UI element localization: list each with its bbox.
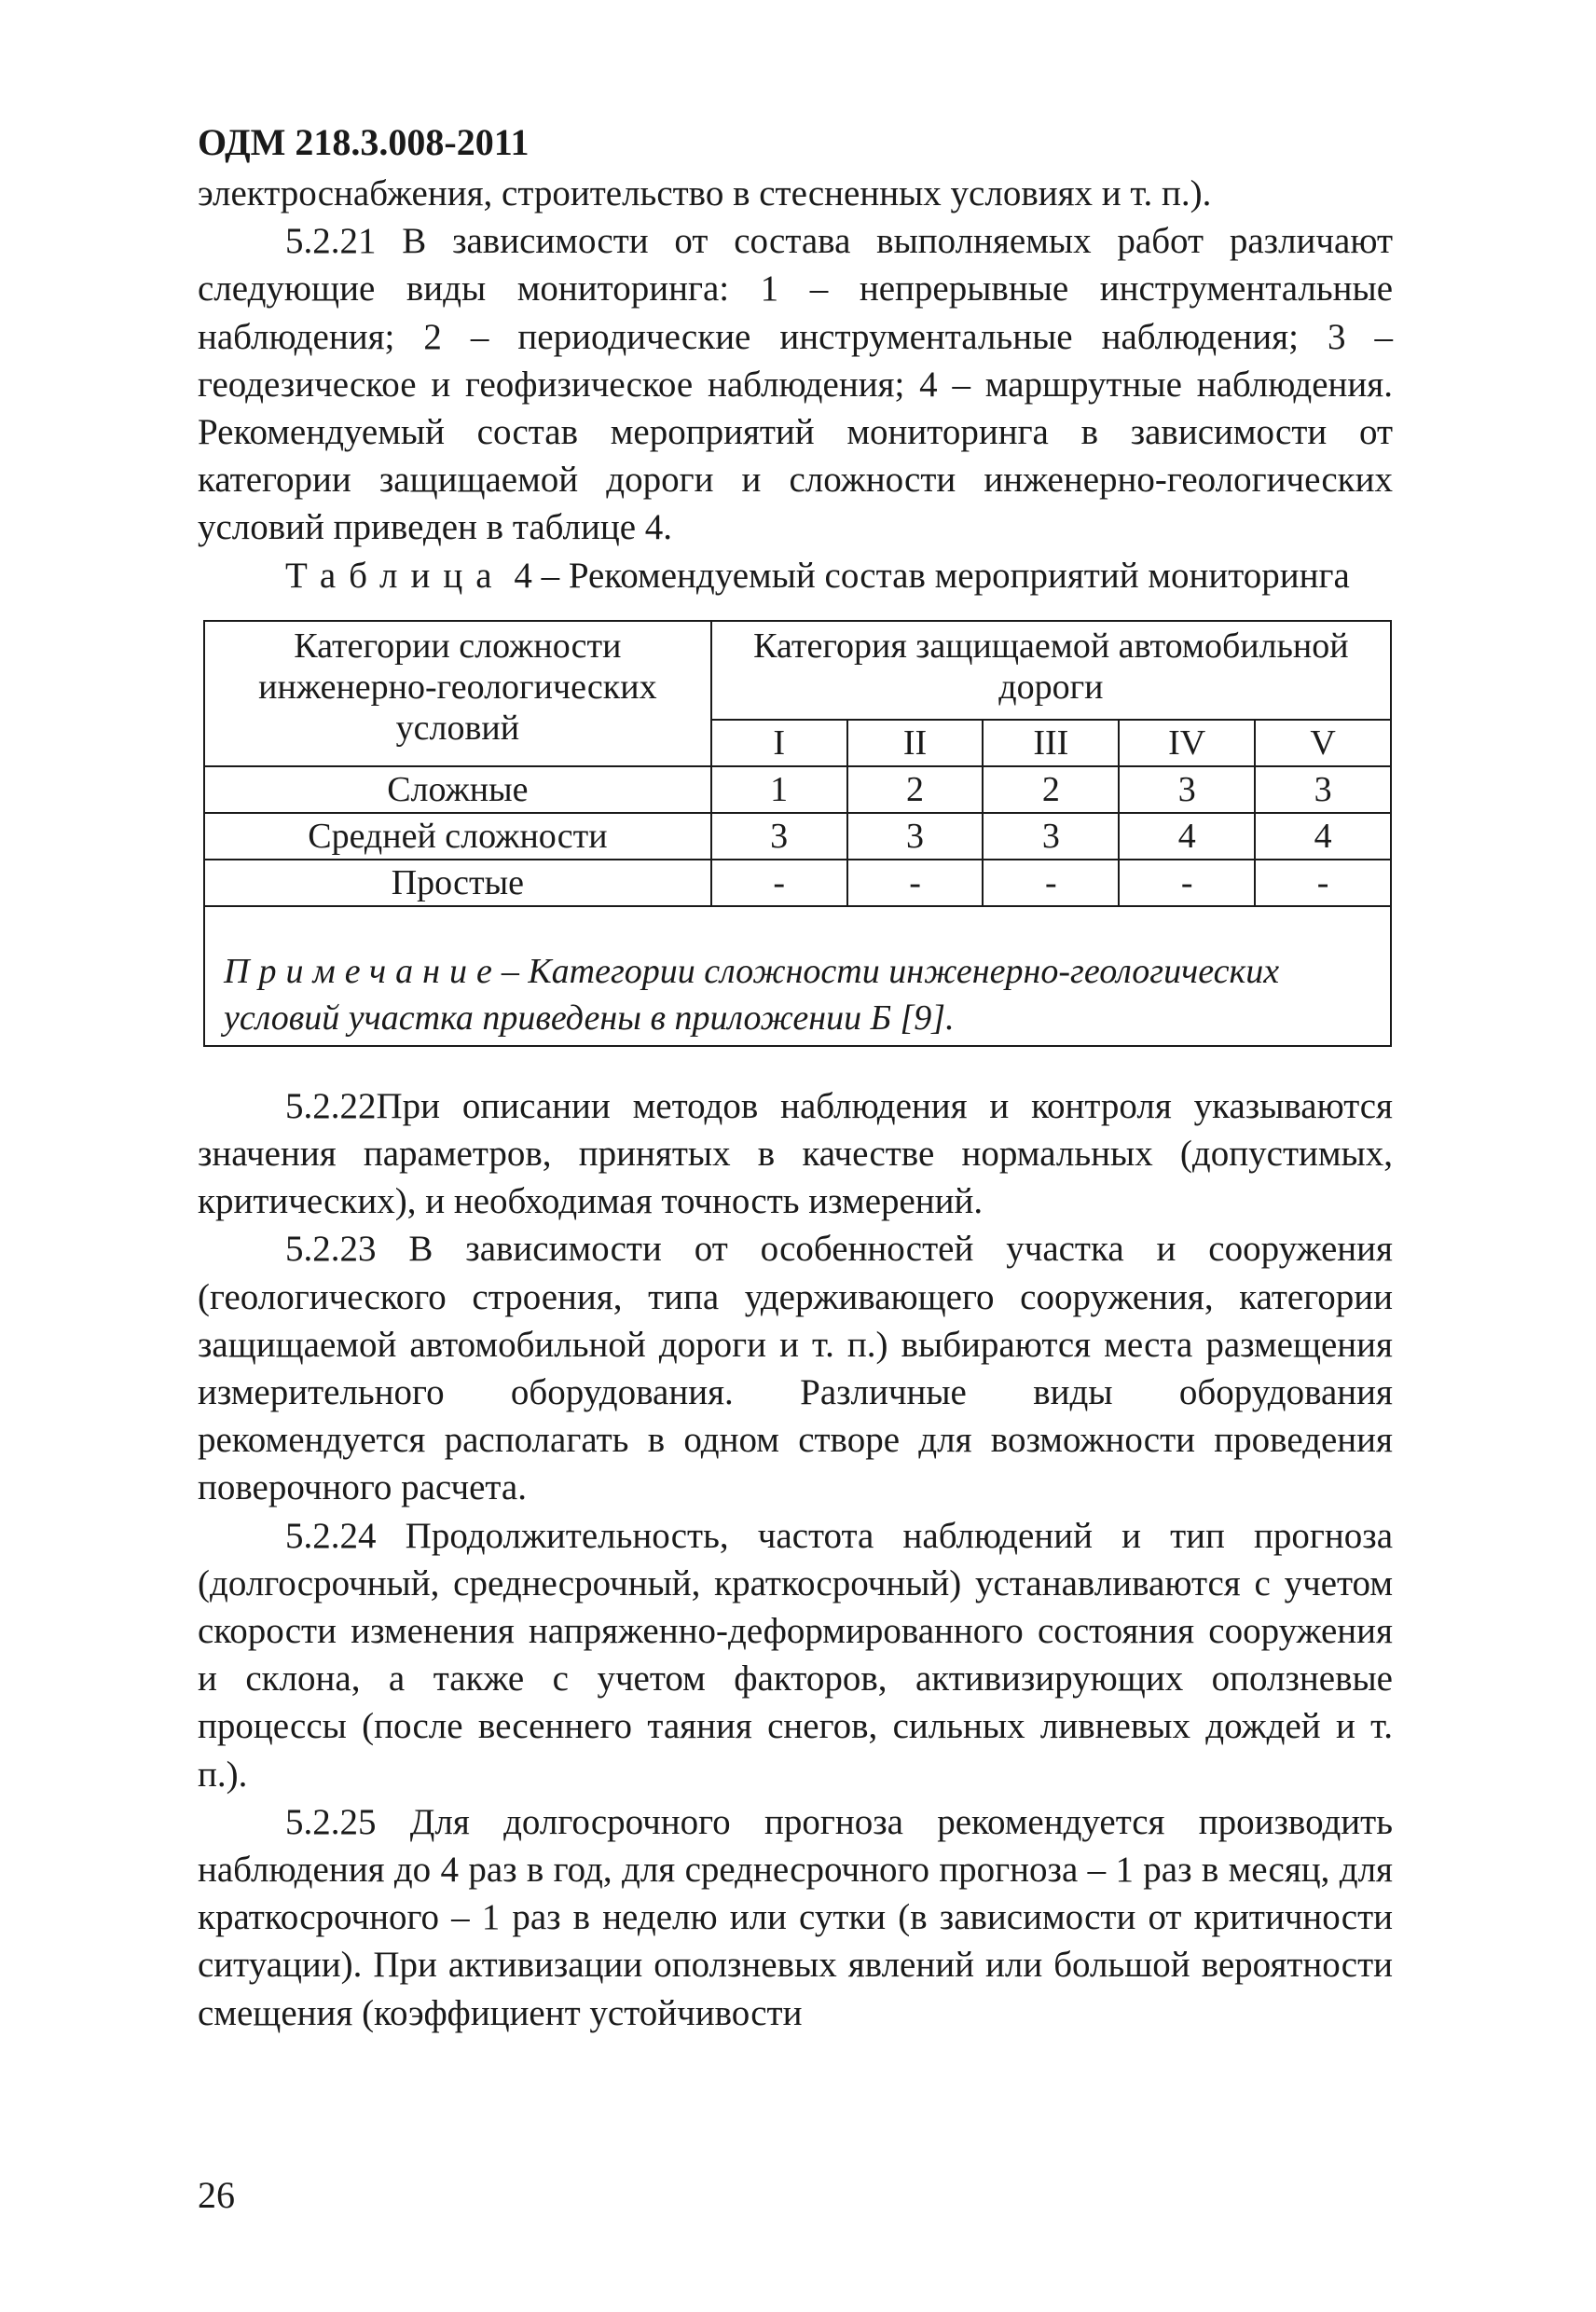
table-note-row bbox=[204, 906, 1391, 1046]
value-cell: 2 bbox=[983, 766, 1119, 813]
body-after-table bbox=[198, 1082, 1393, 2037]
value-cell: - bbox=[983, 860, 1119, 906]
paragraph-5-2-25: 5.2.25 Для долгосрочного прогноза рекомендуется производить наблюдения до 4 раз в год, для среднесрочного прогноза – 1 раз в месяц, для краткосрочного – 1 раз в неделю или сутки (в зависимости от критичности ситуации). При активизации оползневых явлений или большой вероятности смещения (коэффициент устойчивости bbox=[198, 1801, 1393, 2033]
value-cell: - bbox=[847, 860, 984, 906]
table-caption-label: Таблица bbox=[285, 555, 505, 596]
paragraph-5-2-22: 5.2.22При описании методов наблюдения и контроля указываются значения параметров, принятых в качестве нормальных (допустимых, критических), и необходимая точность измерений. bbox=[198, 1085, 1393, 1222]
road-category-cell: IV bbox=[1119, 720, 1255, 766]
row-label-cell: Сложные bbox=[204, 766, 711, 813]
value-cell: 2 bbox=[847, 766, 984, 813]
table-caption bbox=[198, 552, 1393, 599]
row-label-cell: Средней сложности bbox=[204, 813, 711, 860]
value-cell: 4 bbox=[1119, 813, 1255, 860]
table-row bbox=[204, 813, 1391, 860]
road-category-cell: II bbox=[847, 720, 984, 766]
table-row bbox=[204, 860, 1391, 906]
value-cell: 3 bbox=[1119, 766, 1255, 813]
table-caption-text: 4 – Рекомендуемый состав мероприятий мониторинга bbox=[504, 555, 1350, 596]
value-cell: 3 bbox=[847, 813, 984, 860]
table-row bbox=[204, 766, 1391, 813]
value-cell: - bbox=[1119, 860, 1255, 906]
value-cell: - bbox=[711, 860, 847, 906]
value-cell: 1 bbox=[711, 766, 847, 813]
table-note-cell bbox=[204, 906, 1391, 1046]
row-label-cell: Простые bbox=[204, 860, 711, 906]
table-4 bbox=[203, 620, 1392, 1047]
paragraph-5-2-21: 5.2.21 В зависимости от состава выполняемых работ различают следующие виды мониторинга: 1 – непрерывные инструментальные наблюдения; 2 – периодические инструментальные наблюдения; 3 – геодезическое и геофизическое наблюдения; 4 – маршрутные наблюдения. Рекомендуемый состав мероприятий мониторинга в зависимости от категории защищаемой дороги и сложности инженерно-геологических условий приведен в таблице 4. bbox=[198, 221, 1393, 548]
table-4-container bbox=[203, 620, 1392, 1047]
value-cell: 3 bbox=[983, 813, 1119, 860]
value-cell: - bbox=[1255, 860, 1391, 906]
note-label: Примечание bbox=[224, 951, 502, 991]
complexity-header-cell: Категории сложности инженерно-геологических условий bbox=[204, 621, 711, 766]
document-code: ОДМ 218.3.008-2011 bbox=[198, 121, 530, 163]
table-header-row bbox=[204, 621, 1391, 720]
road-category-cell: V bbox=[1255, 720, 1391, 766]
note-text: – Категории сложности инженерно-геологических условий участка приведены в приложении Б [9]. bbox=[224, 951, 1280, 1038]
page-content bbox=[198, 119, 1393, 2037]
value-cell: 3 bbox=[1255, 766, 1391, 813]
paragraph-continuation: электроснабжения, строительство в стесненных условиях и т. п.). bbox=[198, 173, 1212, 213]
value-cell: 4 bbox=[1255, 813, 1391, 860]
road-category-cell: I bbox=[711, 720, 847, 766]
paragraph-5-2-24: 5.2.24 Продолжительность, частота наблюдений и тип прогноза (долгосрочный, среднесрочный, краткосрочный) устанавливаются с учетом скорости изменения напряженно-деформированного состояния сооружения и склона, а также с учетом факторов, активизирующих оползневые процессы (после весеннего таяния снегов, сильных ливневых дождей и т. п.). bbox=[198, 1515, 1393, 1795]
value-cell: 3 bbox=[711, 813, 847, 860]
page-number: 26 bbox=[198, 2174, 235, 2216]
paragraph-5-2-23: 5.2.23 В зависимости от особенностей участка и сооружения (геологического строения, типа удерживающего сооружения, категории защищаемой автомобильной дороги и т. п.) выбираются места размещения измерительного оборудования. Различные виды оборудования рекомендуется располагать в одном створе для возможности проведения поверочного расчета. bbox=[198, 1229, 1393, 1508]
road-category-header-cell: Категория защищаемой автомобильной дороги bbox=[711, 621, 1391, 720]
road-category-cell: III bbox=[983, 720, 1119, 766]
